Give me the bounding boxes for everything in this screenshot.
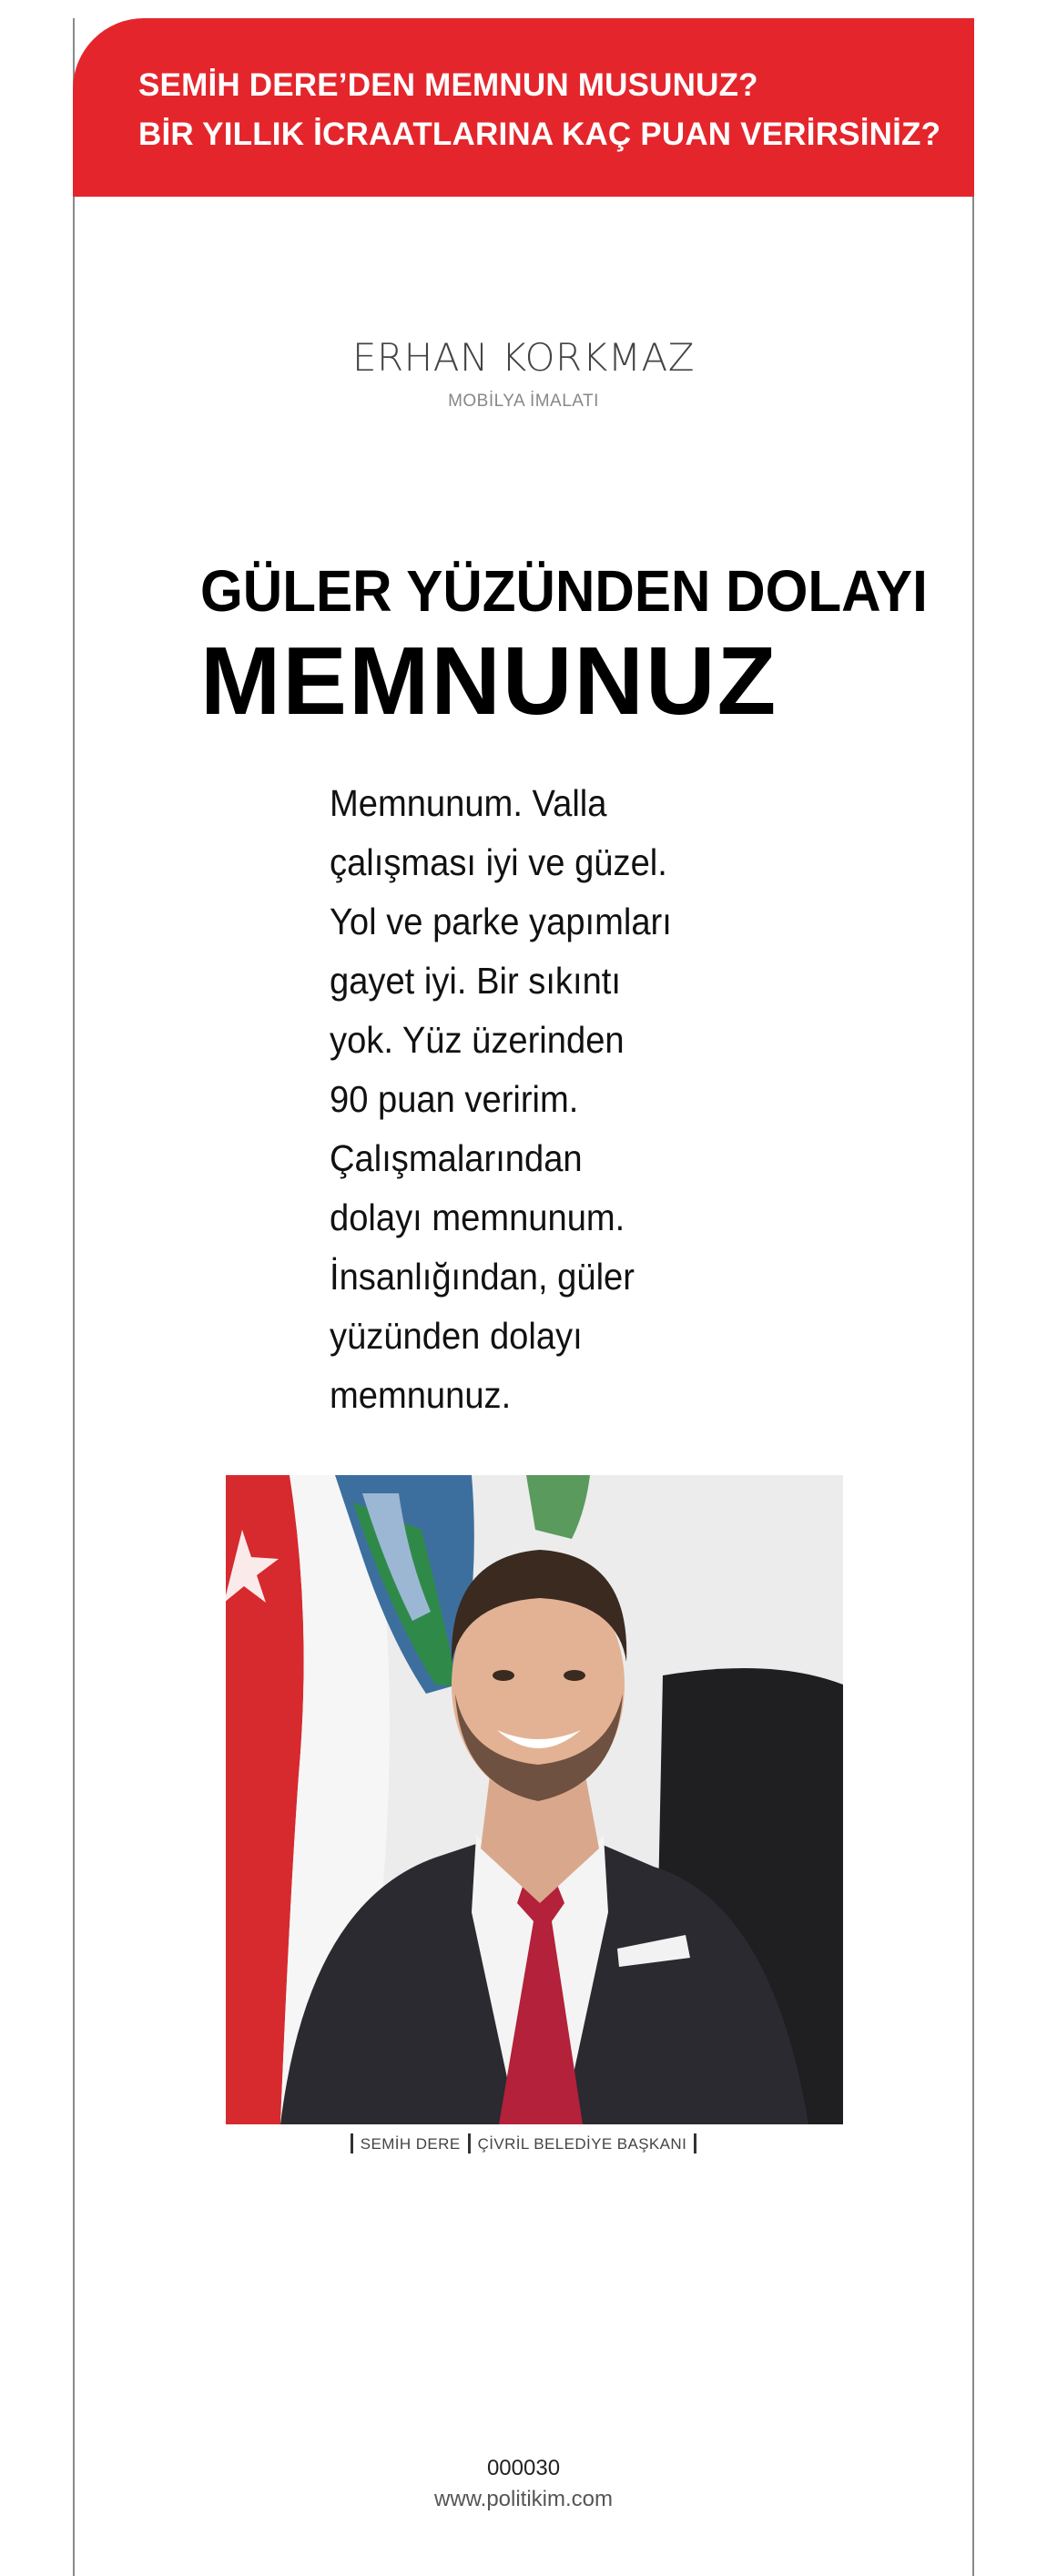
- banner-subquestion: BİR YILLIK İCRAATLARINA KAÇ PUAN VERİRSİNİZ?: [138, 117, 941, 152]
- quote-line: yüzünden dolayı: [330, 1315, 583, 1357]
- headline-line-1: GÜLER YÜZÜNDEN DOLAYI: [200, 558, 928, 624]
- portrait-illustration: [226, 1475, 843, 2124]
- portrait-photo: [226, 1475, 843, 2124]
- quote-line: çalışması iyi ve güzel.: [330, 841, 667, 883]
- quote-line: dolayı memnunum.: [330, 1196, 625, 1238]
- banner-question: SEMİH DERE’DEN MEMNUN MUSUNUZ?: [138, 67, 758, 103]
- caption-divider: [351, 2133, 353, 2153]
- site-url: www.politikim.com: [433, 2487, 614, 2511]
- headline-line-2: MEMNUNUZ: [200, 627, 778, 735]
- author-role: MOBİLYA İMALATI: [448, 392, 599, 411]
- quote-line: gayet iyi. Bir sıkıntı: [330, 960, 621, 1002]
- page-code: 000030: [486, 2456, 561, 2480]
- caption-name: SEMİH DERE: [360, 2135, 461, 2153]
- caption-title: ÇİVRİL BELEDİYE BAŞKANI: [477, 2135, 687, 2153]
- quote-line: yok. Yüz üzerinden: [330, 1019, 625, 1061]
- quote-line: memnunuz.: [330, 1374, 512, 1416]
- caption-divider: [468, 2133, 471, 2153]
- quote-body: [330, 774, 712, 1425]
- quote-line: 90 puan veririm.: [330, 1078, 579, 1120]
- quote-line: Yol ve parke yapımları: [330, 901, 672, 942]
- quote-line: İnsanlığından, güler: [330, 1256, 635, 1298]
- quote-line: Çalışmalarından: [330, 1137, 583, 1179]
- header-banner: [73, 18, 974, 197]
- quote-line: Memnunum. Valla: [330, 782, 607, 824]
- photo-caption: [0, 2133, 1047, 2153]
- caption-divider: [694, 2133, 696, 2153]
- author-name: ERHAN KORKMAZ: [351, 335, 696, 380]
